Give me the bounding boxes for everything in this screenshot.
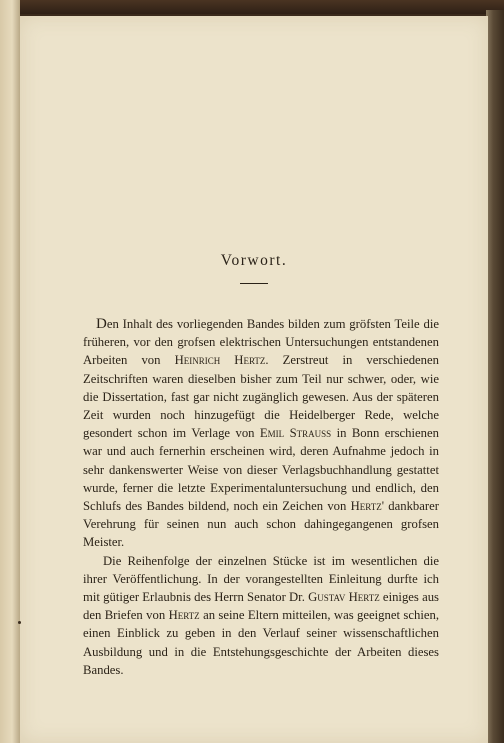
text-run: an seine Eltern mitteilen, was geeignet schien, einen Einblick zu geben in den Verlauf seiner wissenschaftlichen Ausbildung und in die Entstehungsgeschichte der Arbeiten dieses Bandes. [83,608,439,677]
person-name: Gustav Hertz [308,590,380,605]
book-page [20,16,488,743]
author-name: Hertz [168,608,200,623]
author-name: Hertz [350,499,382,514]
page-heading: Vorwort. [220,252,288,269]
paragraph-1 [83,315,439,552]
publisher-name: Emil Strauss [259,426,332,441]
text-run: . Zerstreut in verschiedenen Zeitschriften waren dieselben bisher zum Teil nur schwer, oder, wie die Dissertation, fast gar nicht zugänglich gewesen. Aus der späteren Zeit wurden noch hinzugefügt die Heidelberger Rede, welche gesondert schon im Verlage von [83,353,439,441]
text-run: D [96,316,107,332]
paragraph-2 [83,552,439,679]
text-run: en Inhalt des vorliegenden Bandes bilden zum gröfsten Teile die früheren, vor den grofsen elektrischen Untersuchungen entstandenen Arbeiten von [83,317,439,368]
text-run: einiges aus den Briefen von [83,590,439,623]
left-page-edge [0,0,20,743]
margin-mark [18,621,21,624]
body-text [83,315,439,679]
author-name: Heinrich Hertz [174,353,266,368]
text-run: Die Reihenfolge der einzelnen Stücke ist im wesentlichen die ihrer Veröffentlichung. In der vorangestellten Einleitung durfte ich mit gütiger Erlaubnis des Herrn Senator Dr. [83,553,439,605]
book-cover-edge [486,10,504,743]
heading-rule [240,283,268,284]
text-run: in Bonn erschienen war und auch fernerhin erscheinen wird, deren Aufnahme jedoch in sehr dankenswerter Weise von dieser Verlagsbuchhandlung gestattet wurde, ferner die letzte Experimentaluntersuchung und endlich, den Schlufs des Bandes bildend, noch ein Zeichen von [83,426,439,514]
text-run: ' dankbarer Verehrung für seinen nun auch schon dahingegangenen grofsen Meister. [83,499,439,550]
book-top-edge [0,0,504,14]
